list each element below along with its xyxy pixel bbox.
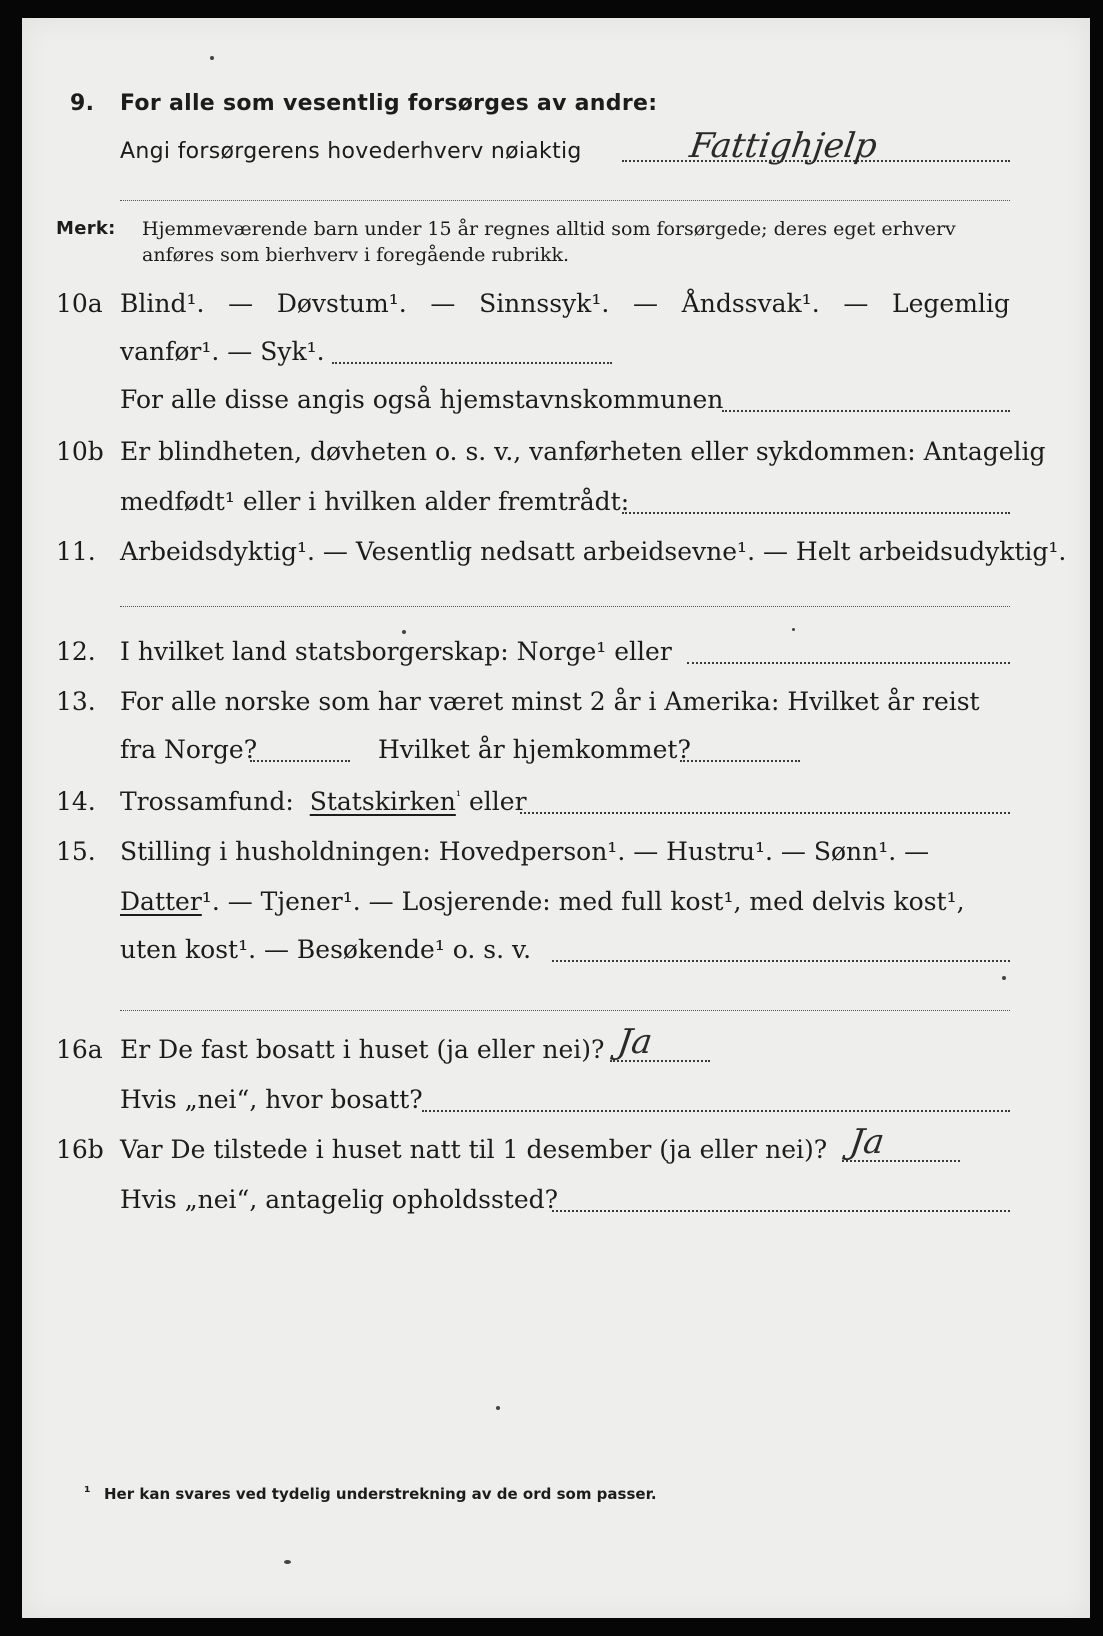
q10b-number: 10b: [56, 437, 104, 466]
q10a-line-2: vanfør¹. — Syk¹.: [120, 337, 325, 366]
q16a-number: 16a: [56, 1035, 103, 1064]
note-line-2: anføres som bierhverv i foregående rubrikk.: [142, 244, 570, 266]
scan-speck: [284, 1560, 291, 1564]
q16b-line-2: Hvis „nei“, antagelig opholdssted?: [120, 1185, 559, 1214]
q10a-answer-line: [332, 362, 612, 364]
footnote-mark: ¹: [84, 1483, 91, 1501]
q13-line-2a: fra Norge?: [120, 735, 258, 764]
q10a-line-3: For alle disse angis også hjemstavnskommunen: [120, 385, 724, 414]
q14-number: 14.: [56, 787, 96, 816]
q12-line-1: I hvilket land statsborgerskap: Norge¹ eller: [120, 637, 672, 666]
q10a-word: —: [228, 289, 254, 318]
scan-speck: [210, 56, 214, 60]
scan-speck: [1002, 976, 1006, 980]
q16a-line-1: Er De fast bosatt i huset (ja eller nei)?: [120, 1035, 605, 1064]
q10a-number: 10a: [56, 289, 103, 318]
q14-line: [120, 786, 527, 818]
q16b-line-1: Var De tilstede i huset natt til 1 desember (ja eller nei)?: [120, 1135, 828, 1164]
q10a-line-1: [120, 288, 1010, 320]
footnote-text: Her kan svares ved tydelig understrekning av de ord som passer.: [104, 1485, 657, 1503]
q13-departure-year-line: [250, 760, 350, 762]
q9-handwritten-answer: Fattighjelp: [687, 126, 880, 166]
q14-state-church-underlined: Statskirken: [309, 787, 456, 816]
scan-speck: [792, 628, 795, 631]
separator-line: [120, 200, 1010, 201]
q10a-home-municipality-line: [722, 410, 1010, 412]
q13-line-1: For alle norske som har været minst 2 år i Amerika: Hvilket år reist: [120, 687, 980, 716]
q15-line-2-rest: ¹. — Tjener¹. — Losjerende: med full kost¹, med delvis kost¹,: [201, 887, 965, 916]
q15-line-2: [120, 886, 1010, 918]
q14-rest: eller: [469, 787, 527, 816]
scan-speck: [402, 630, 406, 634]
q10a-word: —: [430, 289, 456, 318]
q10a-word: Legemlig: [892, 289, 1010, 318]
q11-line-1: Arbeidsdyktig¹. — Vesentlig nedsatt arbeidsevne¹. — Helt arbeidsudyktig¹.: [120, 537, 1067, 566]
q10a-word: Blind¹.: [120, 289, 205, 318]
note-line-1: Hjemmeværende barn under 15 år regnes alltid som forsørgede; deres eget erhverv: [142, 218, 956, 240]
q12-answer-line: [687, 662, 1010, 664]
q10a-word: Åndssvak¹.: [681, 289, 820, 318]
scan-speck: [496, 1406, 500, 1410]
q10a-word: —: [632, 289, 658, 318]
q16a-handwritten-answer: Ja: [615, 1022, 655, 1062]
q9-number: 9.: [70, 91, 95, 116]
footnote-ref: ¹: [455, 789, 462, 804]
q11-number: 11.: [56, 537, 96, 566]
separator-line: [120, 606, 1010, 607]
q15-answer-line: [552, 960, 1010, 962]
q16a-residence-line: [422, 1110, 1010, 1112]
note-label: Merk:: [56, 218, 116, 239]
q15-line-1: Stilling i husholdningen: Hovedperson¹. — Hustru¹. — Sønn¹. —: [120, 837, 930, 866]
q15-number: 15.: [56, 837, 96, 866]
q10b-line-2: medfødt¹ eller i hvilken alder fremtrådt:: [120, 487, 630, 516]
q13-number: 13.: [56, 687, 96, 716]
q10a-word: Døvstum¹.: [276, 289, 407, 318]
q12-number: 12.: [56, 637, 96, 666]
q10a-word: —: [843, 289, 869, 318]
q16b-number: 16b: [56, 1135, 104, 1164]
q9-heading: For alle som vesentlig forsørges av andre:: [120, 91, 658, 116]
q14-answer-line: [520, 812, 1010, 814]
separator-line: [120, 1010, 1010, 1011]
q16b-whereabouts-line: [552, 1210, 1010, 1212]
q16a-line-2: Hvis „nei“, hvor bosatt?: [120, 1085, 423, 1114]
q13-return-year-line: [680, 760, 800, 762]
q10b-line-1: Er blindheten, døvheten o. s. v., vanførheten eller sykdommen: Antagelig: [120, 437, 1046, 466]
q14-label: Trossamfund:: [120, 787, 294, 816]
q10a-word: Sinnssyk¹.: [479, 289, 610, 318]
census-form-page: [22, 18, 1090, 1618]
q16b-handwritten-answer: Ja: [847, 1122, 887, 1162]
q9-prompt: Angi forsørgerens hovederhverv nøiaktig: [120, 139, 582, 164]
q10b-answer-line: [622, 512, 1010, 514]
q13-line-2b: Hvilket år hjemkommet?: [378, 735, 691, 764]
q15-line-3: uten kost¹. — Besøkende¹ o. s. v.: [120, 935, 532, 964]
q15-daughter-underlined: Datter: [120, 887, 202, 916]
